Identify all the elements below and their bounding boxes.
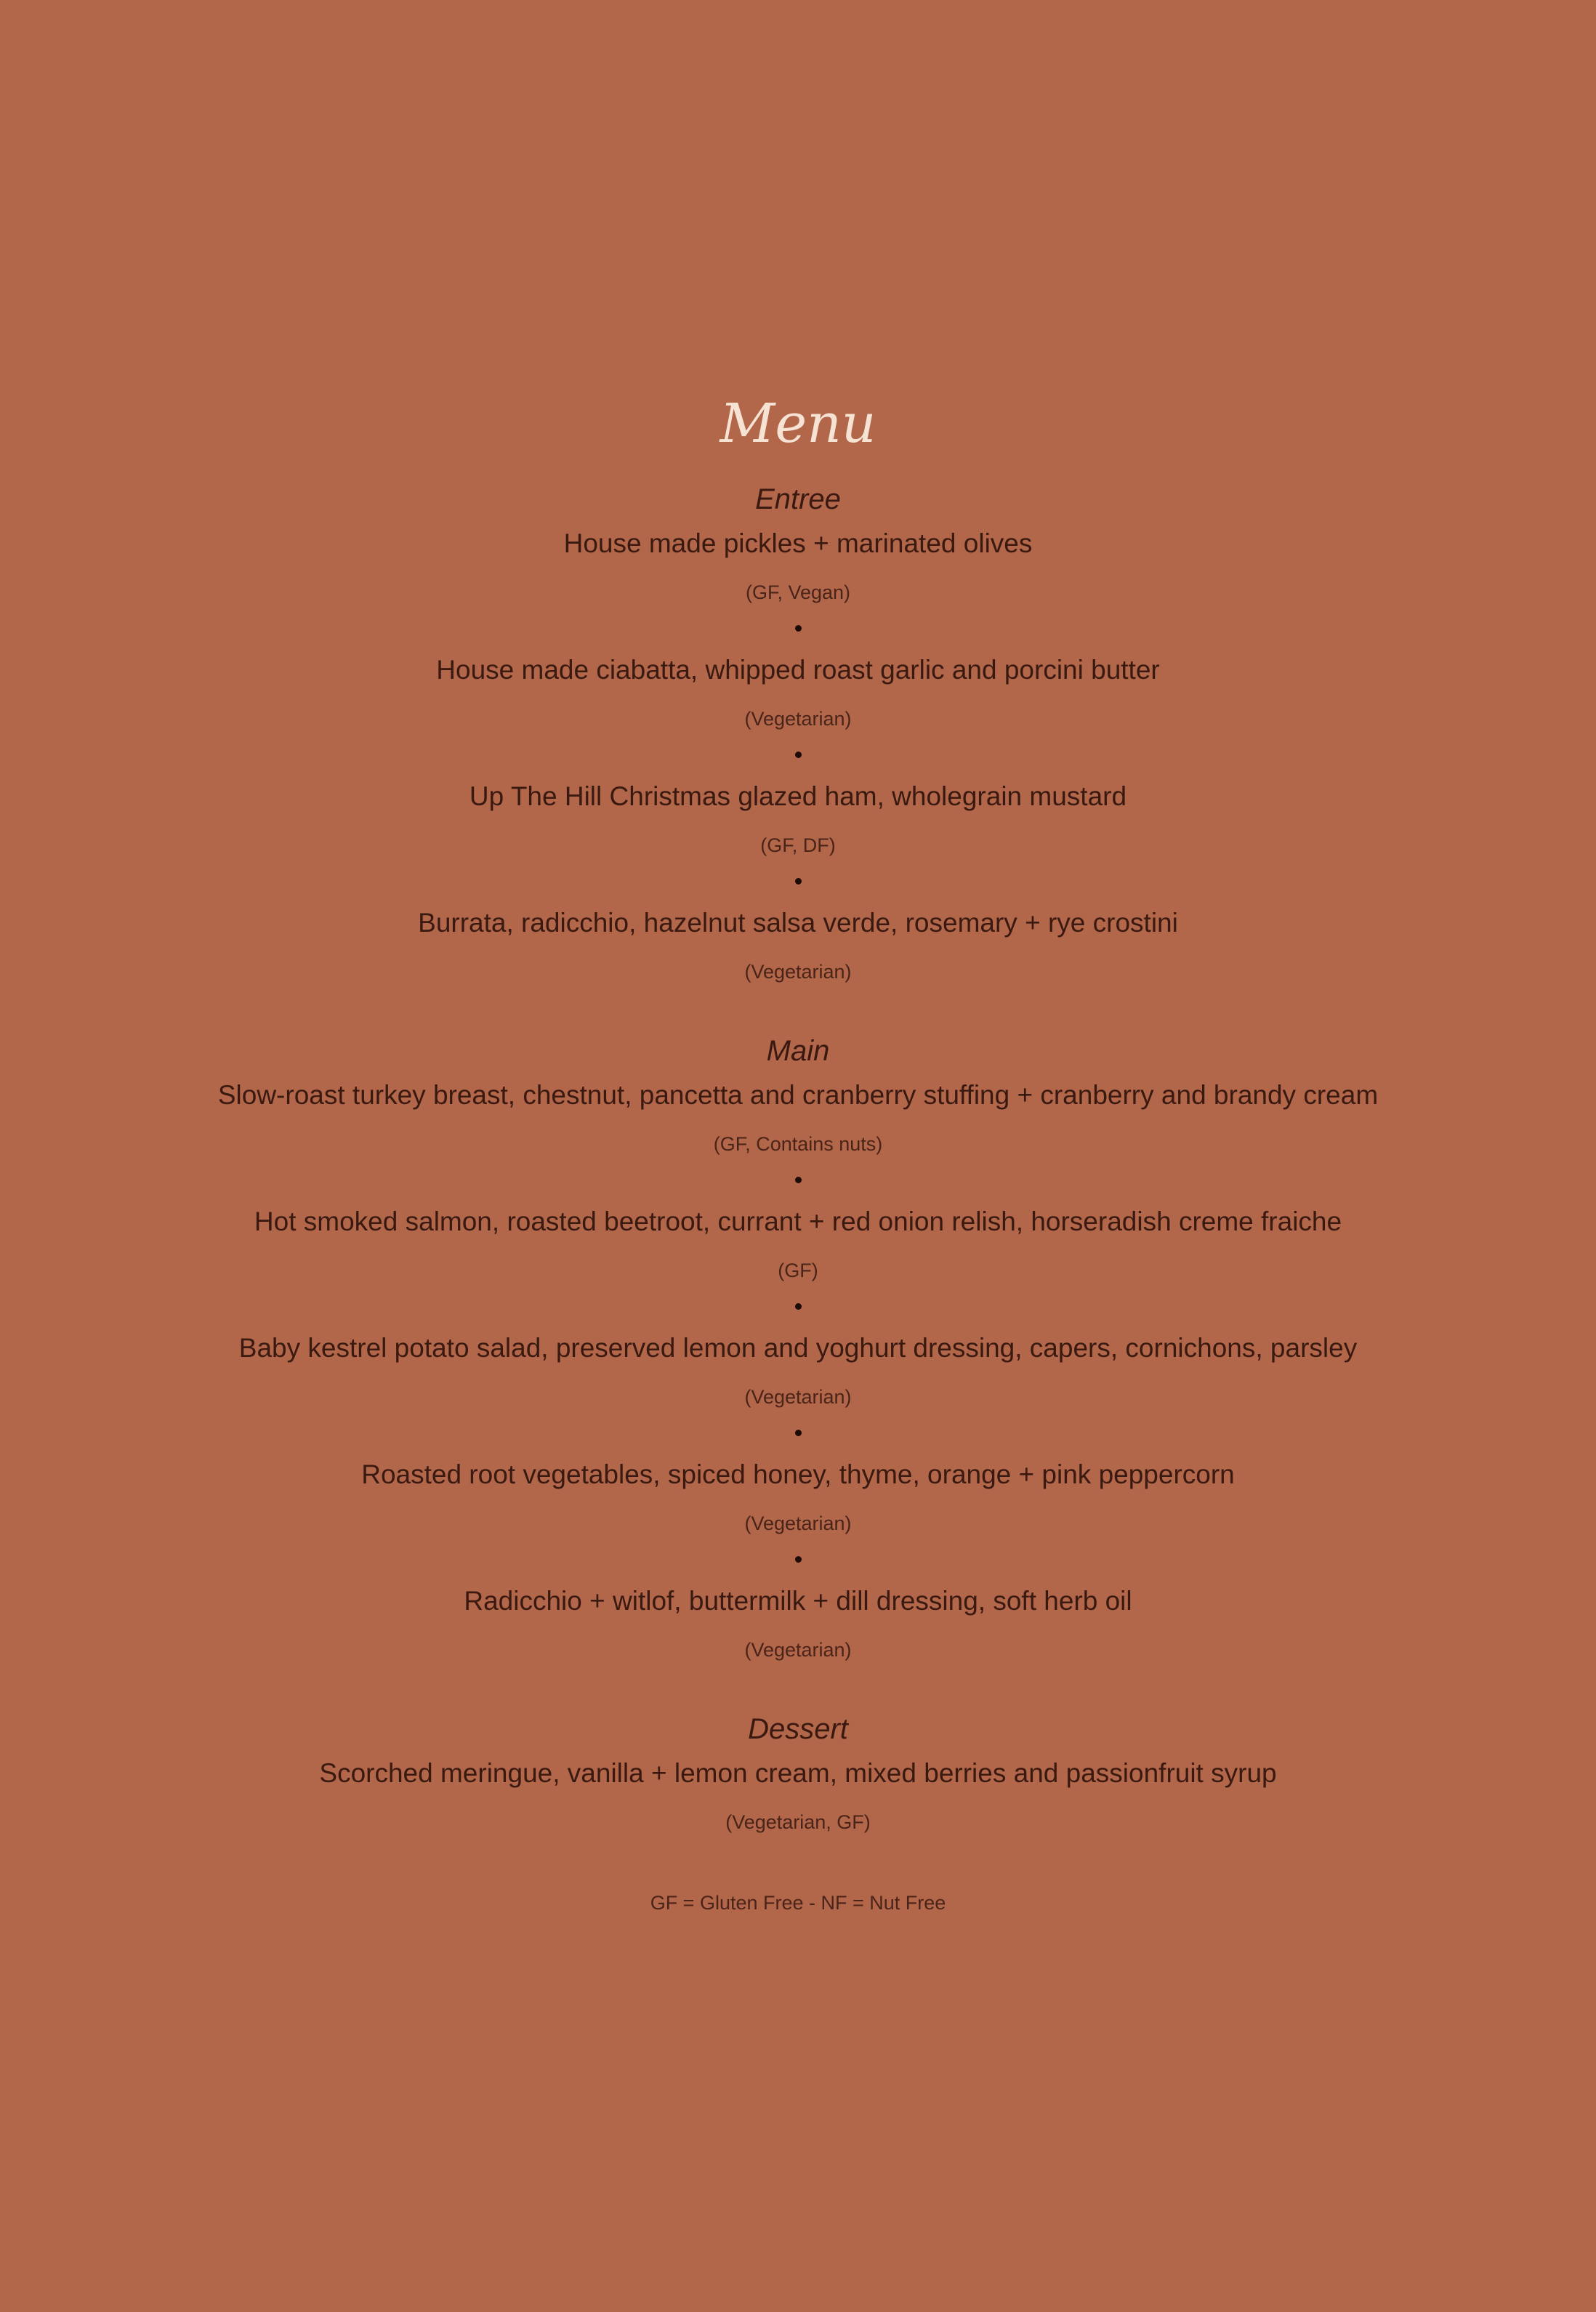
menu-item-name: Slow-roast turkey breast, chestnut, pancetta and cranberry stuffing + cranberry and brandy cream [217,1080,1379,1110]
separator-dot [795,752,802,758]
separator-dot [795,1430,802,1436]
menu-item-dietary: (Vegetarian) [744,708,852,730]
menu-title: Menu [720,392,876,455]
separator-dot [795,1177,802,1183]
menu-item-dietary: (GF, Vegan) [745,581,851,603]
section-main [0,1029,1596,1664]
menu-item-dietary: (Vegetarian) [744,1513,852,1534]
separator-dot [795,878,802,885]
separator-dot [795,1556,802,1563]
section-heading: Main [766,1035,830,1067]
section-entree [0,478,1596,986]
menu-item-dietary: (GF, DF) [760,834,836,856]
separator-dot [795,625,802,632]
menu-item-name: Scorched meringue, vanilla + lemon cream, mixed berries and passionfruit syrup [319,1758,1277,1788]
separator-dot [795,1303,802,1310]
menu-item-dietary: (Vegetarian, GF) [725,1811,871,1833]
menu-item-dietary: (Vegetarian) [744,1386,852,1408]
section-heading: Dessert [748,1713,848,1745]
menu-item-dietary: (GF, Contains nuts) [713,1133,883,1155]
menu-item-name: Radicchio + witlof, buttermilk + dill dressing, soft herb oil [464,1586,1132,1616]
menu-item-name: Up The Hill Christmas glazed ham, wholegrain mustard [469,781,1127,811]
section-dessert [0,1707,1596,1837]
menu-item-name: Roasted root vegetables, spiced honey, thyme, orange + pink peppercorn [361,1459,1235,1489]
section-heading: Entree [755,483,841,515]
menu-item-name: Hot smoked salmon, roasted beetroot, currant + red onion relish, horseradish creme fraiche [254,1207,1342,1236]
menu-item-dietary: (GF) [778,1260,818,1281]
menu-item-dietary: (Vegetarian) [744,1639,852,1661]
menu-item-name: Baby kestrel potato salad, preserved lemon and yoghurt dressing, capers, cornichons, parsley [238,1333,1358,1363]
menu-item-name: House made pickles + marinated olives [563,528,1033,558]
menu-item-name: House made ciabatta, whipped roast garlic and porcini butter [436,655,1160,685]
menu-item-dietary: (Vegetarian) [744,961,852,983]
dietary-legend: GF = Gluten Free - NF = Nut Free [650,1892,946,1914]
menu-item-name: Burrata, radicchio, hazelnut salsa verde, rosemary + rye crostini [418,908,1178,938]
